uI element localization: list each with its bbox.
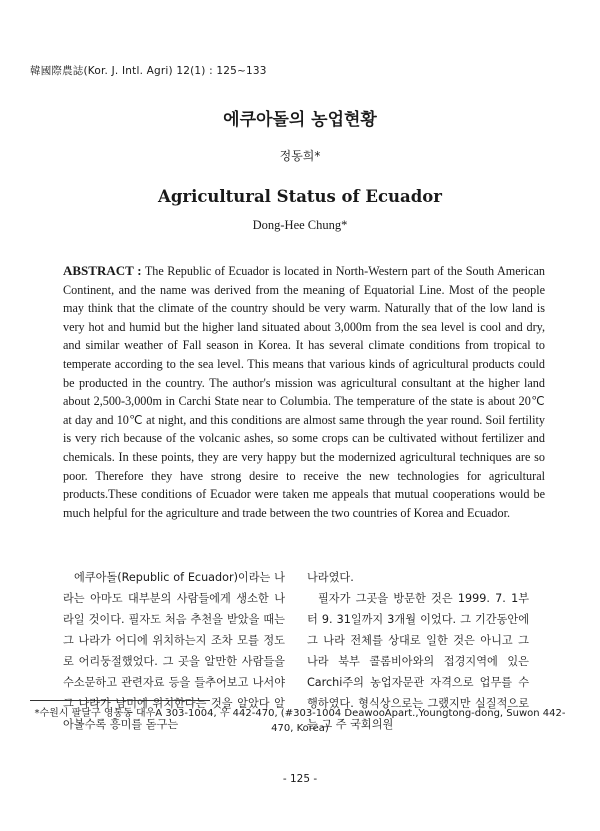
body-paragraph: 나라였다. [307,571,354,584]
footnote: *수원시 팔달구 영통동 대우A 303-1004, 우 442-470, (#303-1004 DeawooApart.,Youngtong-dong, Suwon 442-470, Korea) [34,708,566,734]
abstract-label: ABSTRACT : [63,263,142,278]
page-number: - 125 - [282,773,318,785]
footnote-divider [30,700,210,701]
author-korean: 정동희* [279,149,321,163]
body-paragraph: 에쿠아돌(Republic of Ecuador)이라는 나라는 아마도 대부분의 사람들에게 생소한 나라일 것이다. 필자도 처음 추천을 받았을 때는 그 나라가 어디에 위치하는지 조차 모를 정도로 어리둥절했었다. 그 곳을 알만한 사람들을 수소문하고 관련자료 등을 들추어보고 나서야 그 나라가 남미에 위치한다는 것을 알았다 알아볼수록 흥미를 돋구는 [63,571,285,731]
abstract-text: The Republic of Ecuador is located in North-Western part of the South American Continent, and the name was derived from the meaning of Equatorial Line. Most of the people may think that the climate of the country should be very warm. Naturally that of the low land is very hot and humid but the higher land situated about 3,000m from the sea level is cool and dry, and similar weather of Fall season in Korea. It has several climate conditions from tropical to temperate according to the sea level. This means that various kinds of agricultural products could be producted in the country. The author's mission was agricultural consultant at the higher land about 2,500-3,000m in Carchi State near to Columbia. The temperature of the state is about 20℃ at day and 10℃ at night, and this conditions are almost same through the year round. Soil fertility is very rich because of the volcanic ashes, so some crops can be cultivated without fertilizer and chemicals. In these points, they are very happy but the modernized agricultural techniques are so poor. Therefore they have strong desire to receive the new technologies for agricultural products.These conditions of Ecuador were taken me appeals that mutual cooperations would be much helpful for the agriculture and trade between the two countries of Korea and Ecuador. [63,264,546,520]
author-english: Dong-Hee Chung* [252,218,348,232]
journal-citation: 韓國際農誌(Kor. J. Intl. Agri) 12(1) : 125~133 [30,65,267,77]
title-english: Agricultural Status of Ecuador [158,187,442,206]
title-korean: 에쿠아돌의 농업현황 [223,110,377,130]
abstract [63,262,545,522]
body-paragraph: 필자가 그곳을 방문한 것은 1999. 7. 1부터 9. 31일까지 3개월 이었다. 그 기간동안에 그 나라 전체를 상대로 일한 것은 아니고 그 나라 북부 콜롬비아와의 접경지역에 있은 Carchi주의 농업자문관 자격으로 업무를 수행하였다. 형식상으로는 그랬지만 실질적으로는 그 주 국회의원 [307,592,529,731]
